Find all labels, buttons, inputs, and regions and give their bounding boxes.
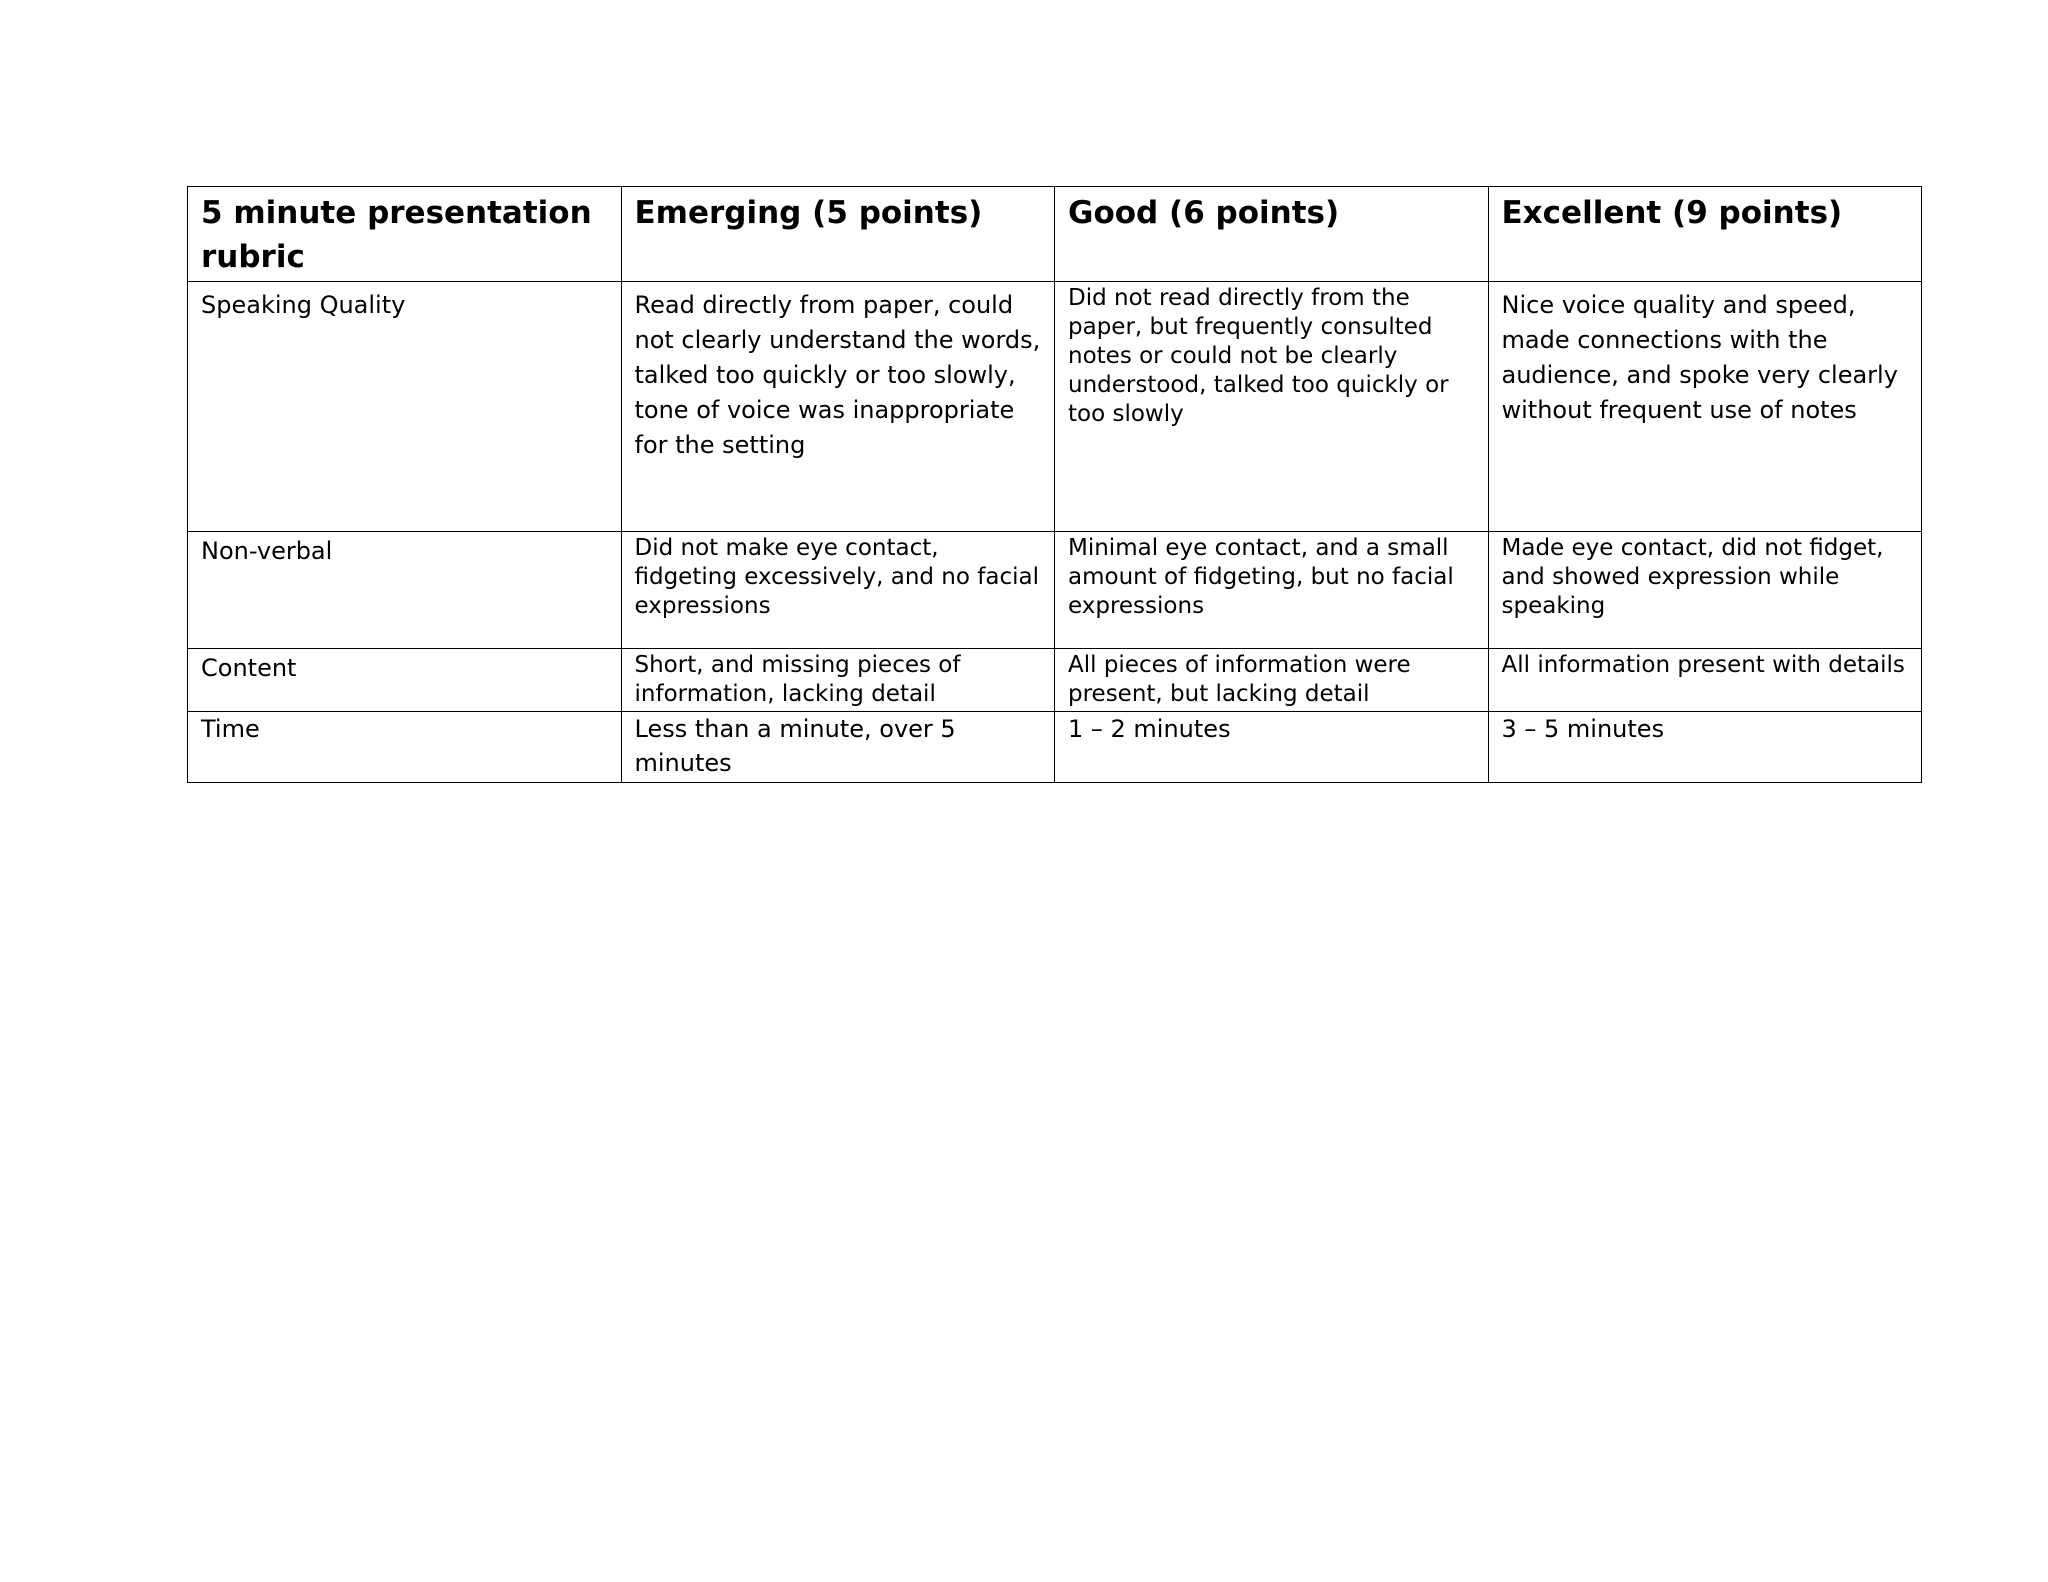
good-speaking-quality: Did not read directly from the paper, but frequently consulted notes or could not be clearly understood, talked too quickly or too slowly	[1068, 285, 1449, 427]
rubric-body	[188, 282, 1922, 783]
header-good	[1055, 187, 1489, 282]
excellent-cell	[1488, 712, 1922, 783]
good-time: 1 – 2 minutes	[1068, 715, 1231, 743]
criterion-cell	[188, 282, 622, 532]
table-row	[188, 282, 1922, 532]
emerging-cell	[621, 532, 1055, 649]
criterion-cell	[188, 532, 622, 649]
table-row	[188, 532, 1922, 649]
criterion-cell	[188, 712, 622, 783]
emerging-cell	[621, 649, 1055, 712]
emerging-time: Less than a minute, over 5 minutes	[634, 715, 956, 777]
header-emerging	[621, 187, 1055, 282]
table-row	[188, 649, 1922, 712]
good-cell	[1055, 282, 1489, 532]
criterion-speaking-quality: Speaking Quality	[201, 291, 406, 319]
excellent-time: 3 – 5 minutes	[1501, 715, 1665, 743]
criterion-non-verbal: Non-verbal	[201, 537, 333, 565]
excellent-content: All information present with details	[1501, 652, 1905, 678]
excellent-non-verbal: Made eye contact, did not fidget, and showed expression while speaking	[1501, 535, 1884, 619]
emerging-non-verbal: Did not make eye contact, fidgeting excessively, and no facial expressions	[634, 535, 1039, 619]
excellent-cell	[1488, 649, 1922, 712]
good-cell	[1055, 649, 1489, 712]
rubric-table	[187, 186, 1922, 783]
good-cell	[1055, 712, 1489, 783]
table-row	[188, 712, 1922, 783]
rubric-header	[188, 187, 1922, 282]
header-excellent-text: Excellent (9 points)	[1501, 195, 1843, 231]
emerging-cell	[621, 282, 1055, 532]
excellent-speaking-quality: Nice voice quality and speed, made connections with the audience, and spoke very clearly without frequent use of notes	[1501, 291, 1898, 424]
excellent-cell	[1488, 282, 1922, 532]
good-content: All pieces of information were present, but lacking detail	[1068, 652, 1411, 707]
emerging-cell	[621, 712, 1055, 783]
criterion-time: Time	[201, 715, 260, 743]
header-row	[188, 187, 1922, 282]
criterion-cell	[188, 649, 622, 712]
excellent-cell	[1488, 532, 1922, 649]
header-excellent	[1488, 187, 1922, 282]
header-emerging-text: Emerging (5 points)	[634, 195, 983, 231]
emerging-content: Short, and missing pieces of information, lacking detail	[634, 652, 961, 707]
criterion-content: Content	[201, 654, 297, 682]
good-non-verbal: Minimal eye contact, and a small amount of fidgeting, but no facial expressions	[1068, 535, 1454, 619]
header-good-text: Good (6 points)	[1068, 195, 1340, 231]
header-title-text: 5 minute presentation rubric	[201, 195, 592, 275]
header-title	[188, 187, 622, 282]
good-cell	[1055, 532, 1489, 649]
emerging-speaking-quality: Read directly from paper, could not clearly understand the words, talked too quickly or too slowly, tone of voice was inappropriate for the setting	[634, 291, 1041, 459]
